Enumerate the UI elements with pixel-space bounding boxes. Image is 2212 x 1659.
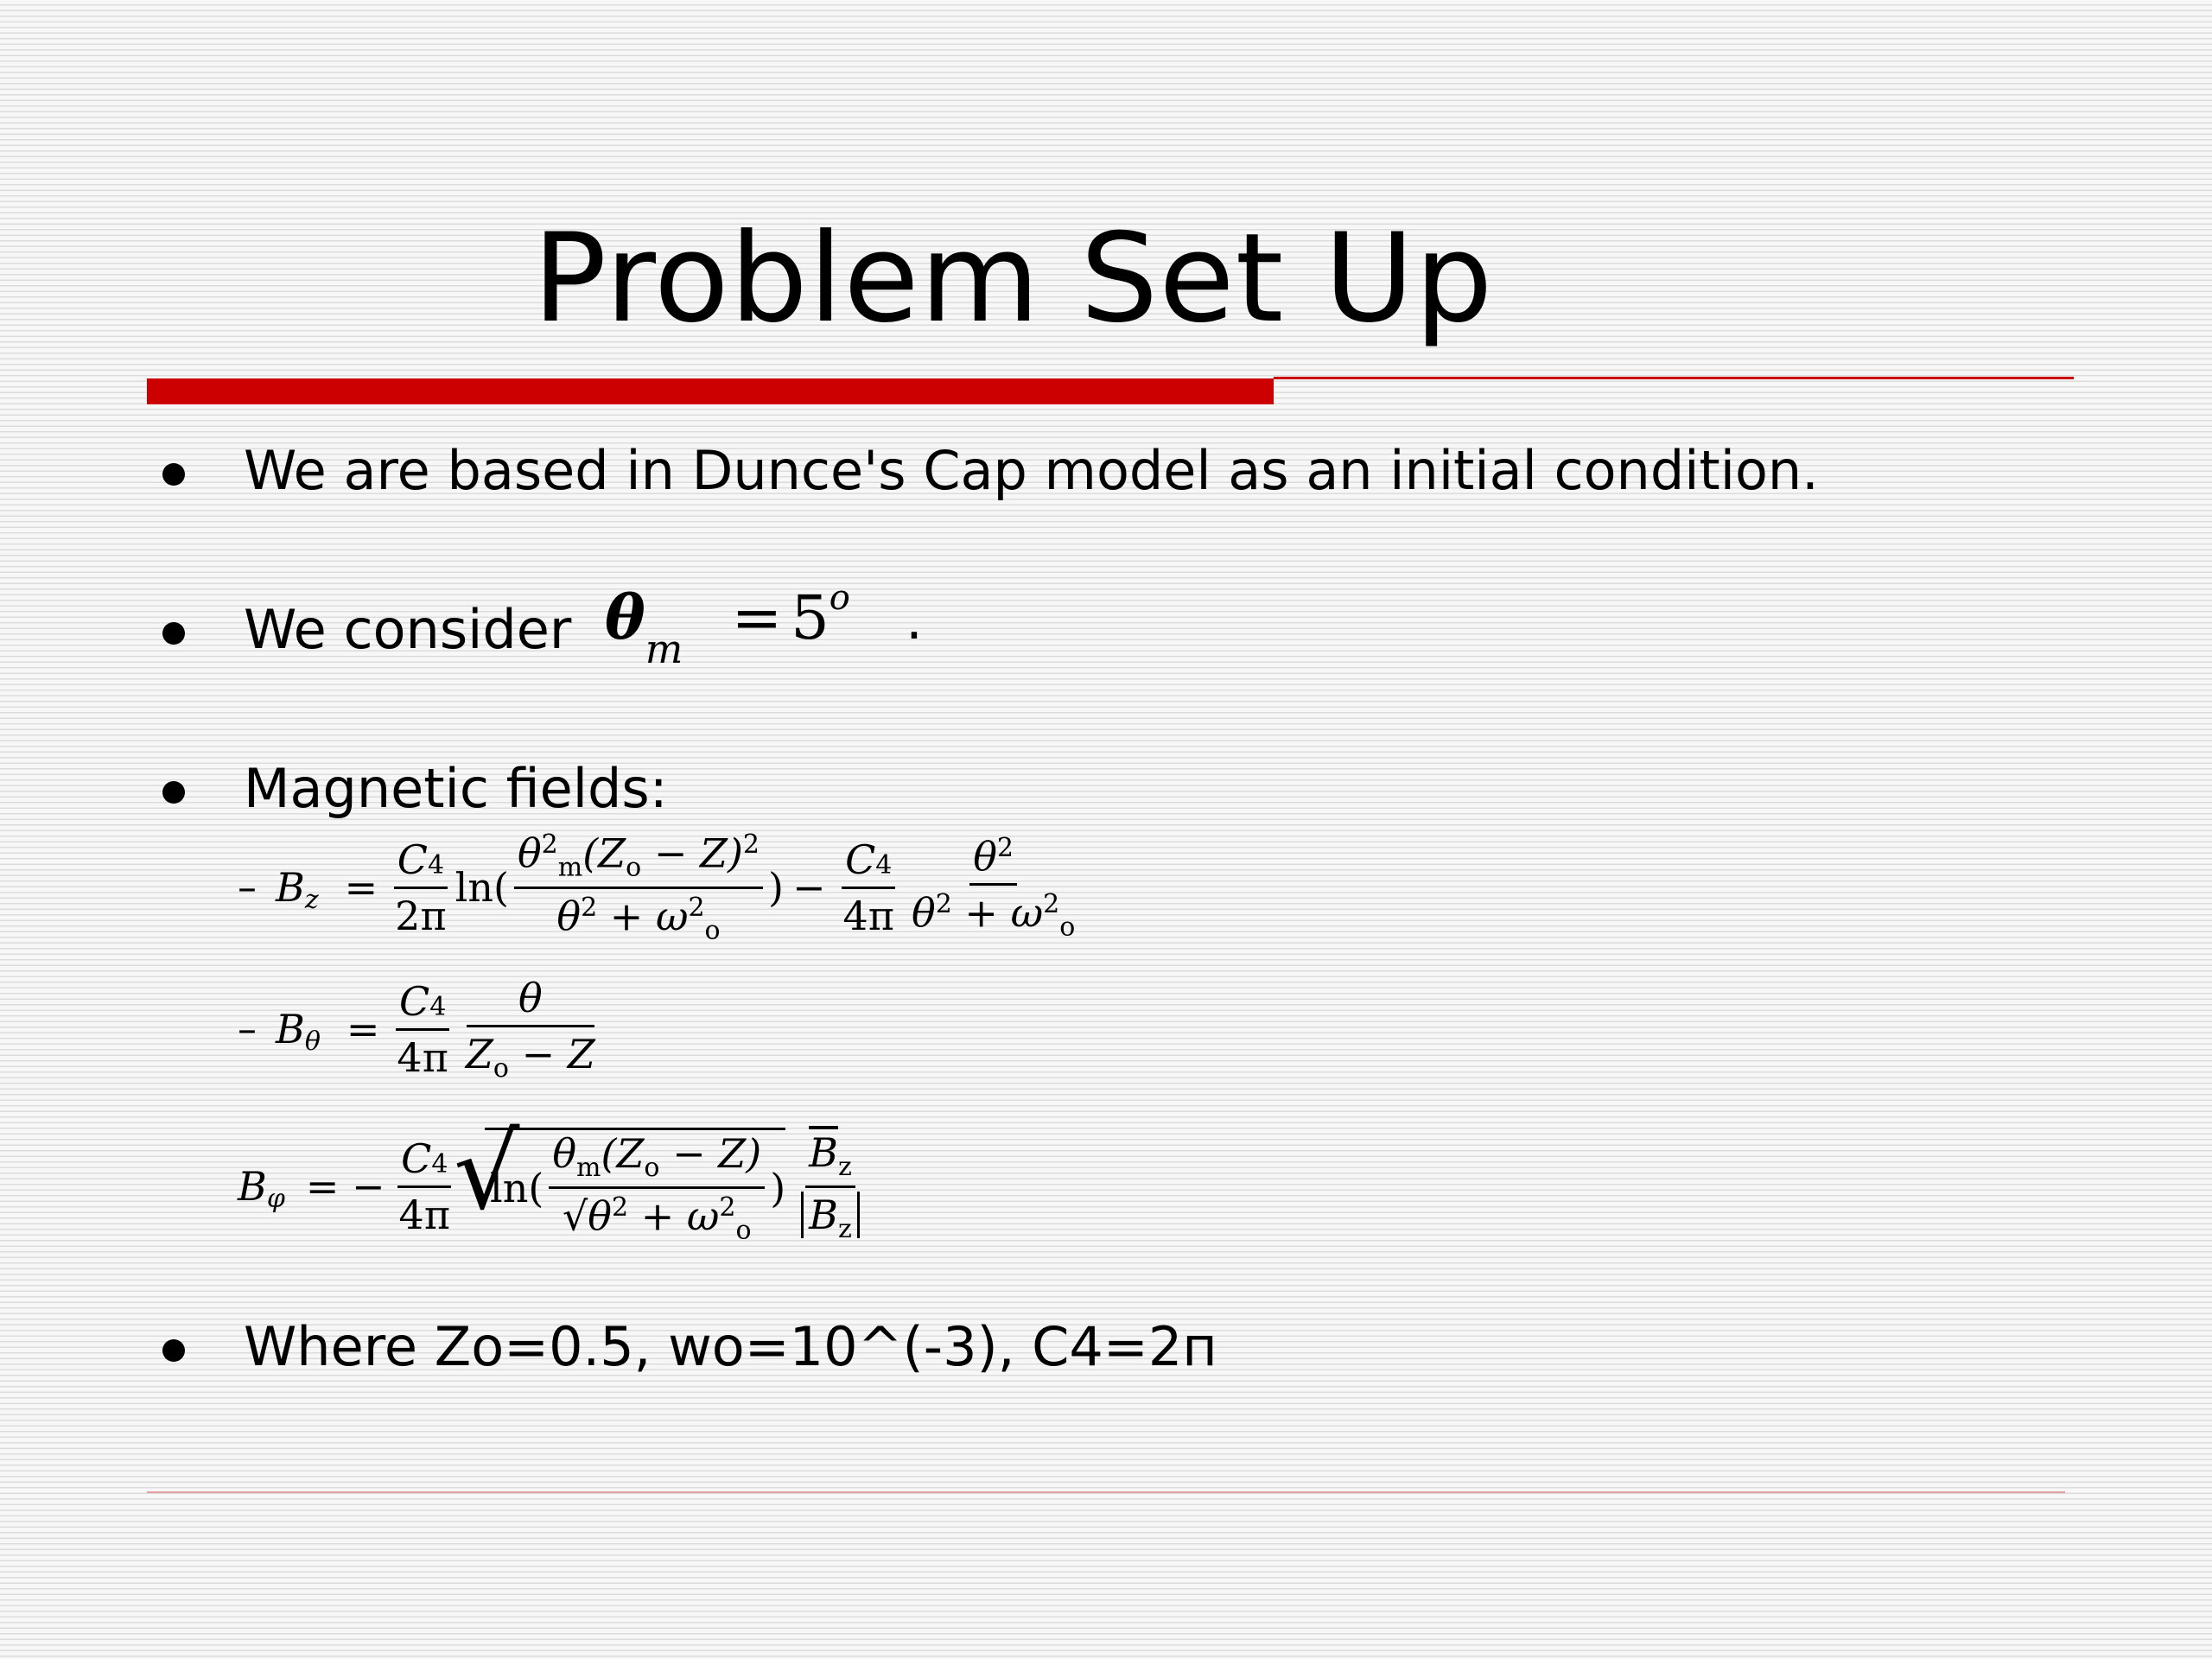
denominator: 4π [398,1191,451,1238]
bullet-dot [162,622,185,645]
c4-sub: 4 [429,991,447,1022]
bullet-text: Magnetic fields: [244,757,668,820]
denominator: 4π [397,1033,448,1081]
equation-dash: – [238,865,257,910]
theta: θ [517,830,542,877]
title-underline-thick [147,378,1274,404]
slide-title: Problem Set Up [532,207,1494,350]
math-symbol: θ [605,582,645,653]
eq-sign: = [346,1006,380,1053]
eq-lhs-sub: θ [304,1026,321,1057]
title-underline-thin [1274,377,2074,379]
term: + ω [951,889,1044,937]
fraction [396,1135,454,1238]
term: (Z [601,1130,645,1177]
vector-b: $\overline{B}$ [809,1128,838,1176]
sup: 2 [581,892,598,923]
sub: o [493,1053,509,1084]
equation-bz [238,830,1084,945]
theta: θ [556,892,582,939]
sub: z [837,1151,852,1182]
bullet-dot [162,463,185,486]
c4: C [399,977,430,1025]
denominator: 2π [395,892,447,939]
fraction [840,836,899,939]
denominator: 4π [842,892,894,939]
theta-m-equation [605,578,923,672]
theta: θ [552,1130,577,1177]
fraction [391,836,450,939]
theta: θ [912,889,936,937]
sup: 2 [612,1192,629,1224]
sub: z [837,1214,852,1245]
c4: C [845,836,876,883]
fraction [514,830,763,945]
eq-lhs: B [238,1163,267,1211]
bullet-text: We consider [244,598,572,661]
equation-bphi [238,1128,868,1246]
sup: 2 [742,830,760,860]
sup: 2 [688,892,705,923]
term: − Z) [659,1130,762,1177]
sub: m [576,1153,601,1184]
equation-btheta [238,975,604,1084]
c4-sub: 4 [431,1148,448,1179]
sub: o [1059,912,1076,943]
c4: C [401,1135,432,1182]
ln-close: ) [770,1164,786,1211]
theta: θ [588,1192,612,1240]
sub: o [644,1153,660,1184]
fraction [462,975,599,1084]
math-superscript: o [829,578,850,618]
c4: C [397,836,428,883]
minus: − [791,864,826,912]
footer-rule [147,1491,2065,1493]
fraction [798,1129,863,1244]
term: − Z [508,1031,595,1077]
eq-lhs-sub: φ [266,1183,285,1214]
term: Z [465,1031,493,1077]
term: B [809,1191,838,1238]
theta: θ [973,832,997,880]
bullet-dot [162,781,185,804]
sup: 2 [719,1192,736,1224]
sub: m [557,852,583,883]
ln-open: √ ln( [490,1164,544,1211]
sup: 2 [1043,888,1060,919]
sub: o [704,915,721,946]
sub: o [735,1215,752,1246]
term: + ω [628,1192,720,1240]
fraction: $\frac{\theta_m(Z_o - Z)}{√\theta^2 + \omega^2_o}$ [549,1130,765,1246]
sup: 2 [935,888,952,919]
sub: o [626,852,642,883]
eq-lhs-sub: z [304,884,319,915]
bullet-text: Where Zo=0.5, wo=10^(-3), C4=2п [244,1315,1217,1378]
ln-close: ) [768,864,784,912]
fraction [908,833,1078,943]
c4-sub: 4 [427,849,445,880]
theta: θ [518,975,543,1021]
bullet-text: We are based in Dunce's Cap model as an initial condition. [244,439,1819,502]
term: (Z [582,830,626,877]
fraction [393,978,452,1081]
term: − Z) [641,830,743,877]
square-root [485,1128,785,1246]
equation-dash: – [238,1007,257,1052]
ln-open: ln( [454,864,509,912]
sup: 2 [996,832,1014,863]
term: + ω [597,892,689,939]
absolute-value [801,1191,860,1245]
sup: 2 [541,830,558,860]
eq-sign: = [344,864,378,912]
eq-sign: = − [305,1163,385,1211]
c4-sub: 4 [875,849,893,880]
math-period: . [906,588,923,652]
eq-lhs: B [276,1006,305,1053]
eq-lhs: B [276,864,305,912]
bullet-dot [162,1339,185,1362]
math-operator: = [731,582,783,653]
math-subscript: m [645,626,683,672]
math-value: 5 [791,582,830,653]
